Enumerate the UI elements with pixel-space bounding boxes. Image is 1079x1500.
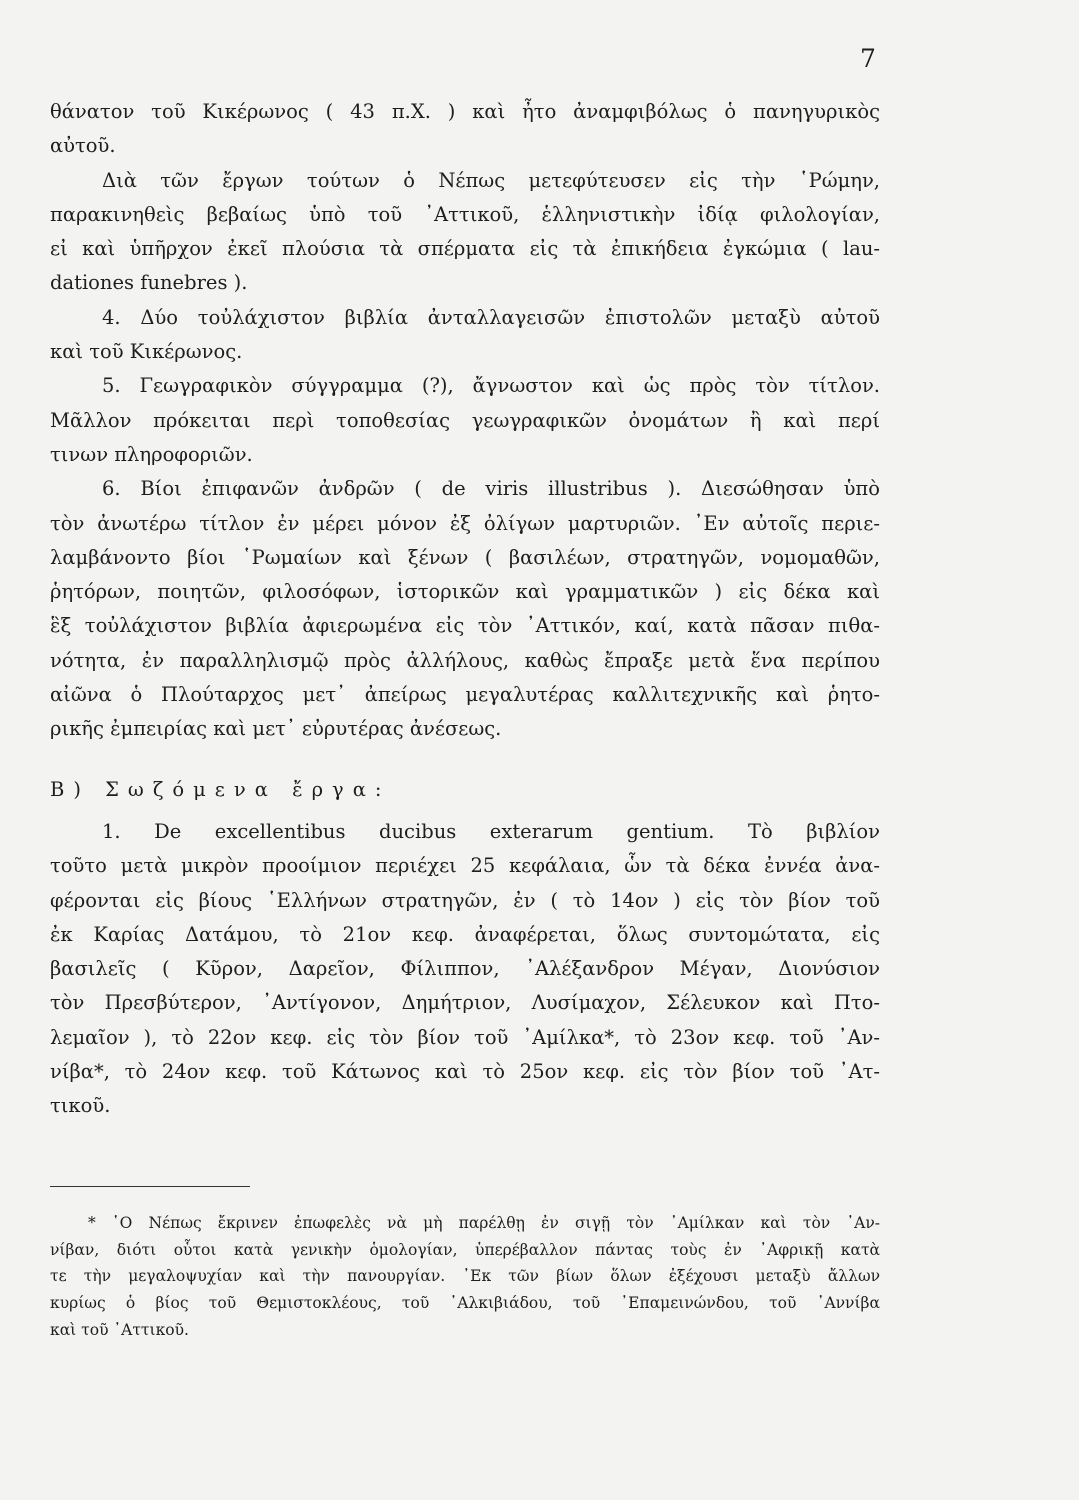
text-line: εἰ καὶ ὑπῆρχον ἐκεῖ πλούσια τὰ σπέρματα εἰς τὰ ἐπικήδεια ἐγκώμια ( lau- <box>50 237 880 261</box>
text-line: τικοῦ. <box>50 1094 111 1118</box>
text-line: νίβα*, τὸ 24ον κεφ. τοῦ Κάτωνος καὶ τὸ 25ον κεφ. εἰς τὸν βίον τοῦ ᾿Ατ- <box>50 1060 880 1084</box>
text-line: φέρονται εἰς βίους ῾Ελλήνων στρατηγῶν, ἐν ( τὸ 14ον ) εἰς τὸν βίον τοῦ <box>50 888 880 912</box>
text-line: ἓξ τοὐλάχιστον βιβλία ἀφιερωμένα εἰς τὸν ᾿Αττικόν, καί, κατὰ πᾶσαν πιθα- <box>50 614 880 638</box>
text-line: 4. Δύο τοὐλάχιστον βιβλία ἀνταλλαγεισῶν ἐπιστολῶν μεταξὺ αὐτοῦ <box>102 305 880 329</box>
footnote-line: καὶ τοῦ ᾿Αττικοῦ. <box>50 1320 189 1339</box>
text-line: καὶ τοῦ Κικέρωνος. <box>50 340 243 364</box>
text-line: τοῦτο μετὰ μικρὸν προοίμιον περιέχει 25 κεφάλαια, ὧν τὰ δέκα ἐννέα ἀνα- <box>50 854 880 878</box>
text-line: λαμβάνοντο βίοι ῾Ρωμαίων καὶ ξένων ( βασιλέων, στρατηγῶν, νομομαθῶν, <box>50 545 880 569</box>
text-line: ἐκ Καρίας Δατάμου, τὸ 21ον κεφ. ἀναφέρεται, ὅλως συντομώτατα, εἰς <box>50 922 880 946</box>
section-heading: Β) Σωζόμενα ἔργα: <box>50 777 391 801</box>
footnote-divider <box>50 1186 250 1187</box>
text-line: τὸν ἀνωτέρω τίτλον ἐν μέρει μόνον ἐξ ὀλίγων μαρτυριῶν. ᾿Εν αὐτοῖς περιε- <box>50 511 880 535</box>
text-line: βασιλεῖς ( Κῦρον, Δαρεῖον, Φίλιππον, ᾿Αλέξανδρον Μέγαν, Διονύσιον <box>50 957 880 981</box>
text-line: παρακινηθεὶς βεβαίως ὑπὸ τοῦ ᾿Αττικοῦ, ἑλληνιστικὴν ἰδίᾳ φιλολογίαν, <box>50 202 880 226</box>
text-line: Διὰ τῶν ἔργων τούτων ὁ Νέπως μετεφύτευσεν εἰς τὴν ῾Ρώμην, <box>102 168 880 192</box>
text-line: dationes funebres ). <box>50 271 248 295</box>
text-line: τινων πληροφοριῶν. <box>50 442 253 466</box>
footnote-line: * ῾Ο Νέπως ἔκρινεν ἐπωφελὲς νὰ μὴ παρέλθῃ ἐν σιγῇ τὸν ᾿Αμίλκαν καὶ τὸν ᾿Αν- <box>88 1214 880 1232</box>
text-line: ρικῆς ἐμπειρίας καὶ μετ᾿ εὐρυτέρας ἀνέσεως. <box>50 717 502 741</box>
footnote <box>50 1210 880 1343</box>
footnote-line: νίβαν, διότι οὗτοι κατὰ γενικὴν ὁμολογίαν, ὑπερέβαλλον πάντας τοὺς ἐν ᾿Αφρικῇ κατὰ <box>50 1240 880 1259</box>
text-line: τὸν Πρεσβύτερον, ᾿Αντίγονον, Δημήτριον, Λυσίμαχον, Σέλευκον καὶ Πτο- <box>50 991 880 1015</box>
text-line: 5. Γεωγραφικὸν σύγγραμμα (?), ἄγνωστον καὶ ὡς πρὸς τὸν τίτλον. <box>102 374 880 398</box>
text-line: ῥητόρων, ποιητῶν, φιλοσόφων, ἱστορικῶν καὶ γραμματικῶν ) εἰς δέκα καὶ <box>50 580 880 604</box>
text-line: λεμαῖον ), τὸ 22ον κεφ. εἰς τὸν βίον τοῦ ᾿Αμίλκα*, τὸ 23ον κεφ. τοῦ ᾿Αν- <box>50 1025 880 1049</box>
footnote-line: κυρίως ὁ βίος τοῦ Θεμιστοκλέους, τοῦ ᾿Αλκιβιάδου, τοῦ ᾿Επαμεινώνδου, τοῦ ᾿Αννίβα <box>50 1294 880 1313</box>
text-line: νότητα, ἐν παραλληλισμῷ πρὸς ἀλλήλους, καθὼς ἔπραξε μετὰ ἕνα περίπου <box>50 648 880 672</box>
main-text <box>50 95 880 1124</box>
footnote-line: τε τὴν μεγαλοψυχίαν καὶ τὴν πανουργίαν. ᾿Εκ τῶν βίων ὅλων ἐξέχουσι μεταξὺ ἄλλων <box>50 1267 880 1286</box>
text-line: 6. Βίοι ἐπιφανῶν ἀνδρῶν ( de viris illustribus ). Διεσώθησαν ὑπὸ <box>102 477 880 501</box>
text-line: Μᾶλλον πρόκειται περὶ τοποθεσίας γεωγραφικῶν ὀνομάτων ἢ καὶ περί <box>50 408 880 432</box>
page-number: 7 <box>860 44 876 73</box>
text-line: αὐτοῦ. <box>50 134 116 158</box>
text-line: αἰῶνα ὁ Πλούταρχος μετ᾿ ἀπείρως μεγαλυτέρας καλλιτεχνικῆς καὶ ῥητο- <box>50 683 880 707</box>
text-line: θάνατον τοῦ Κικέρωνος ( 43 π.Χ. ) καὶ ἦτο ἀναμφιβόλως ὁ πανηγυρικὸς <box>50 100 880 123</box>
text-line: 1. De excellentibus ducibus exterarum gentium. Τὸ βιβλίον <box>102 819 880 843</box>
